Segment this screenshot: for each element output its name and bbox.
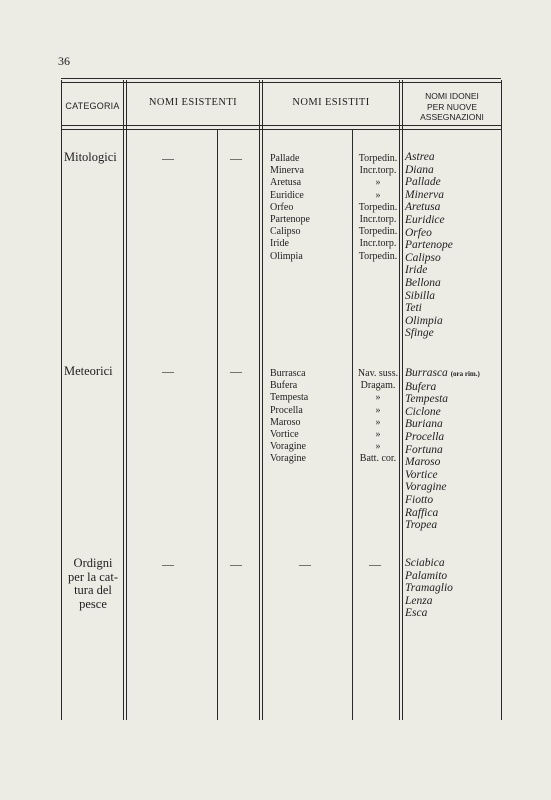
list-item: Lenza — [405, 594, 433, 607]
list-item: Nav. suss. — [357, 368, 399, 379]
list-item: Tramaglio — [405, 582, 453, 595]
list-item: Procella — [270, 404, 303, 416]
list-item: Ciclone — [405, 405, 441, 418]
list-item: Fiotto — [405, 493, 434, 506]
list-item: Bellona — [405, 276, 441, 289]
header-categoria: CATEGORIA — [65, 101, 120, 111]
esistiti-names-meteorici — [270, 368, 308, 466]
dash-esistenti-a: — — [162, 364, 174, 378]
proposed-names-mitologici — [405, 151, 453, 340]
category-meteorici — [64, 365, 113, 379]
category-line: per la cat- — [68, 569, 118, 584]
list-item: Incr.torp. — [359, 165, 397, 177]
column-divider-4 — [352, 129, 353, 720]
list-item: Teti — [405, 302, 422, 315]
list-item: Sibilla — [405, 289, 436, 302]
list-item: Sciabica — [405, 557, 445, 569]
esistiti-types-mitologici — [355, 153, 401, 263]
list-item: » — [375, 429, 381, 441]
dash-esistiti-a: — — [299, 557, 311, 571]
list-item: Orfeo — [405, 226, 432, 239]
list-item: Maroso — [270, 416, 301, 428]
list-item: Euridice — [270, 189, 304, 201]
list-item: Olimpia — [270, 250, 303, 262]
dash-esistenti-b: — — [230, 364, 242, 378]
list-item: Torpedin. — [358, 226, 398, 238]
list-item: Bufera — [405, 380, 437, 393]
list-item: Partenope — [405, 239, 453, 252]
page-number: 36 — [58, 54, 70, 68]
list-item: Batt. cor. — [359, 453, 397, 465]
list-item: Fortuna — [405, 443, 443, 456]
list-item: Euridice — [405, 213, 445, 226]
table-right-border — [501, 80, 502, 720]
list-item: » — [375, 392, 381, 404]
list-item: Iride — [405, 264, 428, 277]
category-line: Ordigni — [73, 556, 113, 570]
table-top-rule — [61, 78, 501, 79]
header-nomi-esistiti: NOMI ESISTITI — [292, 97, 370, 108]
proposed-names-meteorici — [405, 367, 480, 532]
dash-esistenti-b: — — [230, 557, 242, 571]
dash-esistenti-b: — — [230, 151, 242, 165]
list-item: Buriana — [405, 418, 443, 431]
list-item: Aretusa — [405, 201, 441, 214]
table-top-rule-inner — [61, 82, 501, 83]
column-divider-3a — [259, 80, 260, 720]
list-item: Burrasca — [270, 368, 306, 379]
column-divider-3b — [262, 80, 263, 720]
proposed-names-ordigni — [405, 557, 453, 620]
list-item: Sfinge — [405, 327, 434, 340]
list-item: Raffica — [405, 506, 439, 519]
list-item: Olimpia — [405, 314, 443, 327]
list-item: Procella — [405, 430, 445, 443]
category-line: Meteorici — [64, 364, 113, 378]
list-item: » — [375, 177, 381, 189]
header-nomi-idonei-line: ASSEGNAZIONI — [420, 112, 484, 122]
list-item: Iride — [270, 238, 289, 250]
list-item — [405, 367, 480, 381]
list-item: Torpedin. — [358, 250, 398, 262]
list-item: Palamito — [405, 569, 448, 582]
list-item: Torpedin. — [358, 201, 398, 213]
list-item: Vortice — [270, 429, 299, 441]
column-divider-1b — [126, 80, 127, 720]
list-item: » — [375, 416, 381, 428]
note-ora-rimossa: (ora rim.) — [450, 370, 480, 378]
proposed-name: Burrasca — [405, 367, 448, 379]
esistiti-types-meteorici — [355, 368, 401, 466]
header-nomi-idonei — [403, 91, 501, 123]
list-item: Voragine — [270, 453, 306, 465]
list-item: Torpedin. — [358, 153, 398, 164]
list-item: Maroso — [405, 456, 441, 469]
list-item: Esca — [405, 607, 428, 620]
dash-esistiti-b: — — [369, 557, 381, 571]
category-line: tura del — [74, 583, 112, 597]
list-item: Voragine — [405, 481, 447, 494]
list-item: Astrea — [405, 151, 435, 163]
column-divider-1a — [123, 80, 124, 720]
list-item: Tempesta — [405, 393, 449, 406]
list-item: Calipso — [270, 226, 301, 238]
list-item: Partenope — [270, 214, 310, 226]
category-mitologici — [64, 151, 117, 165]
list-item: Minerva — [405, 188, 444, 201]
list-item: Tropea — [405, 519, 438, 532]
list-item: Pallade — [405, 176, 441, 189]
esistiti-names-mitologici — [270, 153, 310, 263]
list-item: Pallade — [270, 153, 300, 164]
header-nomi-idonei-line: NOMI IDONEI — [425, 91, 479, 101]
column-divider-5b — [402, 80, 403, 720]
list-item: » — [375, 441, 381, 453]
list-item: Diana — [405, 163, 434, 176]
header-nomi-esistenti: NOMI ESISTENTI — [148, 97, 238, 108]
category-line: pesce — [79, 596, 107, 611]
list-item: Tempesta — [270, 392, 309, 404]
header-bottom-rule-inner — [61, 129, 501, 130]
table-left-border — [61, 80, 62, 720]
list-item: Aretusa — [270, 177, 302, 189]
list-item: Orfeo — [270, 201, 294, 213]
dash-esistenti-a: — — [162, 557, 174, 571]
list-item: » — [375, 404, 381, 416]
list-item: Minerva — [270, 165, 304, 177]
list-item: Calipso — [405, 251, 441, 264]
list-item: Vortice — [405, 468, 438, 481]
category-ordigni — [64, 557, 122, 611]
header-bottom-rule — [61, 125, 501, 126]
list-item: Bufera — [270, 380, 298, 392]
list-item: Voragine — [270, 441, 306, 453]
list-item: Dragam. — [360, 380, 396, 392]
list-item: Incr.torp. — [359, 238, 397, 250]
list-item: » — [375, 189, 381, 201]
dash-esistenti-a: — — [162, 151, 174, 165]
list-item: Incr.torp. — [359, 214, 397, 226]
column-divider-2 — [217, 129, 218, 720]
header-nomi-idonei-line: PER NUOVE — [426, 101, 478, 112]
category-line: Mitologici — [64, 150, 117, 164]
